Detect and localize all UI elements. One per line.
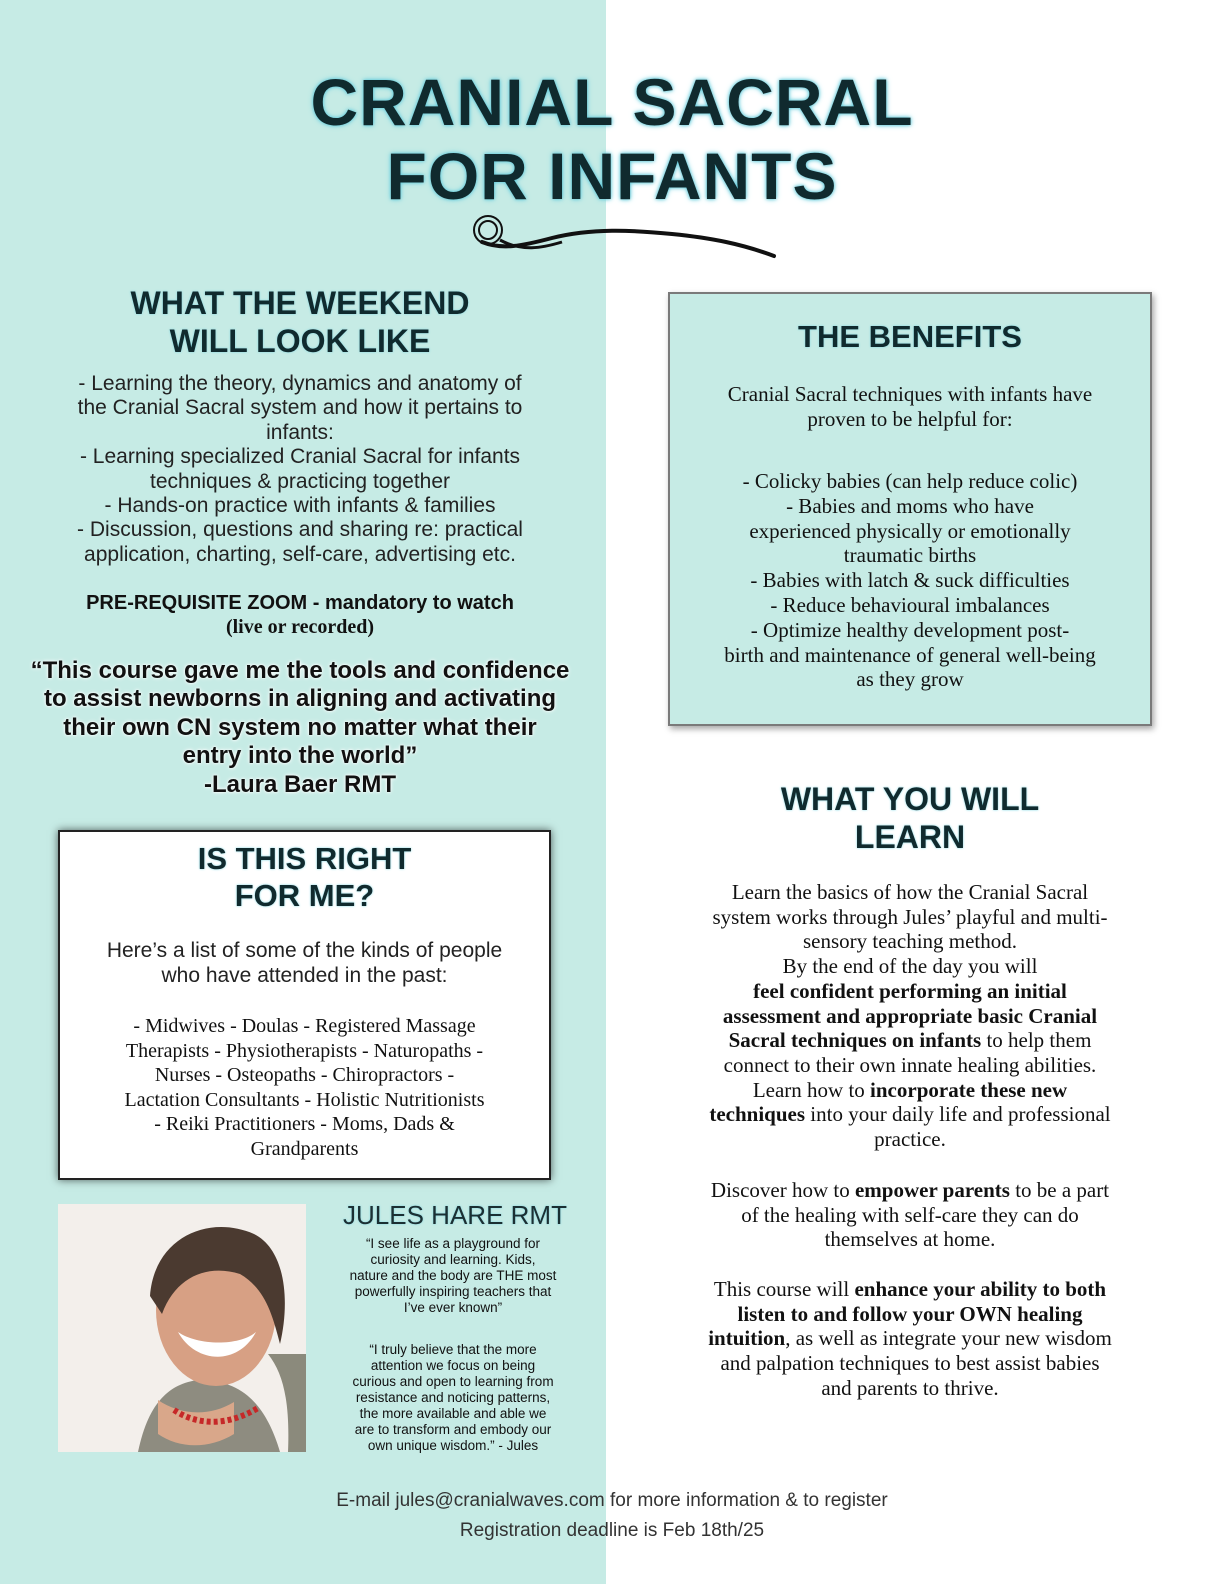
bio-quote-2 — [318, 1342, 588, 1454]
list-item: Grandparents — [250, 1137, 359, 1160]
right-for-me-heading-line1: IS THIS RIGHT — [197, 841, 412, 876]
list-item: - Reduce behavioural imbalances — [770, 592, 1050, 617]
text-line: By the end of the day you will — [782, 954, 1038, 979]
list-item: application, charting, self-care, advertising etc. — [84, 542, 516, 566]
list-item: - Colicky babies (can help reduce colic) — [742, 469, 1078, 493]
footer — [0, 1486, 1224, 1546]
text-line: Learn the basics of how the Cranial Sacral — [731, 880, 1089, 904]
text-line: practice. — [874, 1127, 946, 1152]
list-item: - Hands-on practice with infants & families — [104, 494, 496, 518]
testimonial-line: “This course gave me the tools and confidence — [30, 657, 570, 684]
text-line: and parents to thrive. — [821, 1375, 999, 1400]
list-item: birth and maintenance of general well-being — [724, 642, 1096, 667]
quote-line: own unique wisdom.” - Jules — [367, 1438, 539, 1453]
text-line — [660, 1078, 1160, 1103]
weekend-list — [30, 372, 570, 567]
list-item: - Babies with latch & suck difficulties — [750, 568, 1070, 593]
intro-line: who have attended in the past: — [161, 964, 448, 987]
list-item: - Optimize healthy development post- — [750, 617, 1070, 642]
bold-text: empower parents — [854, 1178, 1010, 1202]
text-line: system works through Jules’ playful and multi- — [712, 904, 1108, 929]
benefits-intro — [670, 382, 1150, 431]
testimonial-quote — [20, 657, 580, 799]
quote-line: resistance and noticing patterns, — [355, 1390, 551, 1405]
text: , as well as integrate your new wisdom — [785, 1326, 1112, 1351]
list-item: - Learning the theory, dynamics and anatomy of — [78, 372, 522, 395]
text-line: feel confident performing an initial — [753, 978, 1067, 1003]
list-item: - Babies and moms who have — [786, 493, 1034, 518]
list-item: infants: — [266, 420, 334, 444]
text: into your daily life and professional — [805, 1102, 1111, 1127]
list-item: - Midwives - Doulas - Registered Massage — [133, 1015, 476, 1037]
attendee-list — [60, 1014, 549, 1162]
intro-line: proven to be helpful for: — [807, 406, 1013, 431]
bold-text: techniques — [709, 1102, 806, 1127]
prereq-line1: PRE-REQUISITE ZOOM - mandatory to watch — [86, 592, 514, 614]
bold-text: Sacral techniques on infants — [728, 1028, 982, 1053]
list-item: - Reiki Practitioners - Moms, Dads & — [154, 1113, 455, 1136]
quote-line: curiosity and learning. Kids, — [370, 1252, 536, 1267]
quote-line: “I see life as a playground for — [365, 1236, 541, 1251]
list-item: experienced physically or emotionally — [749, 518, 1071, 543]
list-item: traumatic births — [843, 543, 977, 568]
list-item: - Learning specialized Cranial Sacral for infants — [79, 445, 521, 469]
learn-paragraph-3 — [660, 1277, 1160, 1401]
benefits-list — [670, 469, 1150, 692]
testimonial-line: their own CN system no matter what their — [63, 713, 537, 741]
weekend-heading-line2: WILL LOOK LIKE — [169, 323, 431, 360]
text-line: themselves at home. — [824, 1227, 996, 1252]
quote-line: attention we focus on being — [370, 1358, 536, 1373]
list-item: Therapists - Physiotherapists - Naturopaths - — [125, 1039, 484, 1062]
text-line — [660, 1178, 1160, 1203]
text: Learn how to — [752, 1077, 871, 1102]
text-line — [660, 1102, 1160, 1127]
text: This course will — [713, 1277, 855, 1301]
text-line: of the healing with self-care they can do — [741, 1202, 1079, 1227]
text-line: connect to their own innate healing abilities. — [723, 1052, 1097, 1077]
quote-line: the more available and able we — [359, 1406, 547, 1421]
learn-paragraph-2 — [660, 1178, 1160, 1252]
page-title-line1: CRANIAL SACRAL — [310, 65, 914, 139]
bold-text: incorporate these new — [870, 1077, 1068, 1102]
swirl-decoration-icon — [462, 210, 782, 266]
learn-heading-line2: LEARN — [854, 819, 966, 856]
page-title-line2: FOR INFANTS — [386, 139, 838, 213]
text: Discover how to — [710, 1178, 855, 1202]
testimonial-author: -Laura Baer RMT — [203, 770, 397, 798]
bold-text: intuition — [708, 1326, 786, 1351]
right-for-me-intro — [60, 938, 549, 988]
text-line: listen to and follow your OWN healing — [737, 1301, 1083, 1326]
text-line: and palpation techniques to best assist babies — [720, 1351, 1100, 1376]
quote-line: “I truly believe that the more — [369, 1342, 537, 1357]
footer-email-line[interactable]: E-mail jules@cranialwaves.com for more information & to register — [336, 1490, 888, 1511]
intro-line: Here’s a list of some of the kinds of people — [106, 939, 503, 962]
quote-line: nature and the body are THE most — [349, 1268, 557, 1283]
testimonial-line: to assist newborns in aligning and activating — [43, 685, 557, 713]
list-item: the Cranial Sacral system and how it pertains to — [77, 396, 523, 420]
quote-line: powerfully inspiring teachers that — [354, 1284, 552, 1299]
testimonial-line: entry into the world” — [182, 742, 418, 770]
quote-line: I’ve ever known” — [403, 1300, 503, 1315]
bio-quote-1 — [318, 1236, 588, 1316]
quote-line: curious and open to learning from — [352, 1374, 554, 1389]
footer-deadline-line: Registration deadline is Feb 18th/25 — [459, 1520, 765, 1541]
intro-line: Cranial Sacral techniques with infants have — [727, 382, 1093, 406]
benefits-box — [668, 292, 1152, 726]
quote-line: are to transform and embody our — [354, 1422, 552, 1437]
text: to be a part — [1009, 1178, 1110, 1202]
weekend-heading — [60, 284, 540, 361]
prereq-line2: (live or recorded) — [225, 616, 375, 638]
list-item: as they grow — [856, 667, 964, 692]
prerequisite-note — [30, 591, 570, 639]
right-for-me-heading-line2: FOR ME? — [234, 878, 375, 914]
text-line — [660, 1326, 1160, 1351]
learn-paragraph-1 — [660, 880, 1160, 1152]
list-item: Nurses - Osteopaths - Chiropractors - — [154, 1064, 455, 1087]
text-line — [660, 1277, 1160, 1302]
benefits-heading: THE BENEFITS — [798, 319, 1022, 354]
text-line — [660, 1028, 1160, 1053]
learn-heading-line1: WHAT YOU WILL — [780, 781, 1040, 817]
jules-portrait-photo — [58, 1204, 306, 1452]
text: to help them — [981, 1028, 1092, 1053]
right-for-me-box — [58, 830, 551, 1180]
list-item: techniques & practicing together — [149, 469, 451, 493]
right-for-me-heading — [60, 840, 549, 914]
text-line: sensory teaching method. — [802, 929, 1018, 954]
text-line: assessment and appropriate basic Cranial — [722, 1003, 1098, 1028]
list-item: Lactation Consultants - Holistic Nutritionists — [124, 1088, 485, 1111]
bio-name: JULES HARE RMT — [343, 1200, 567, 1230]
list-item: - Discussion, questions and sharing re: practical — [77, 518, 523, 542]
bold-text: enhance your ability to both — [854, 1277, 1107, 1301]
learn-heading — [668, 780, 1152, 857]
weekend-heading-line1: WHAT THE WEEKEND — [130, 285, 470, 321]
